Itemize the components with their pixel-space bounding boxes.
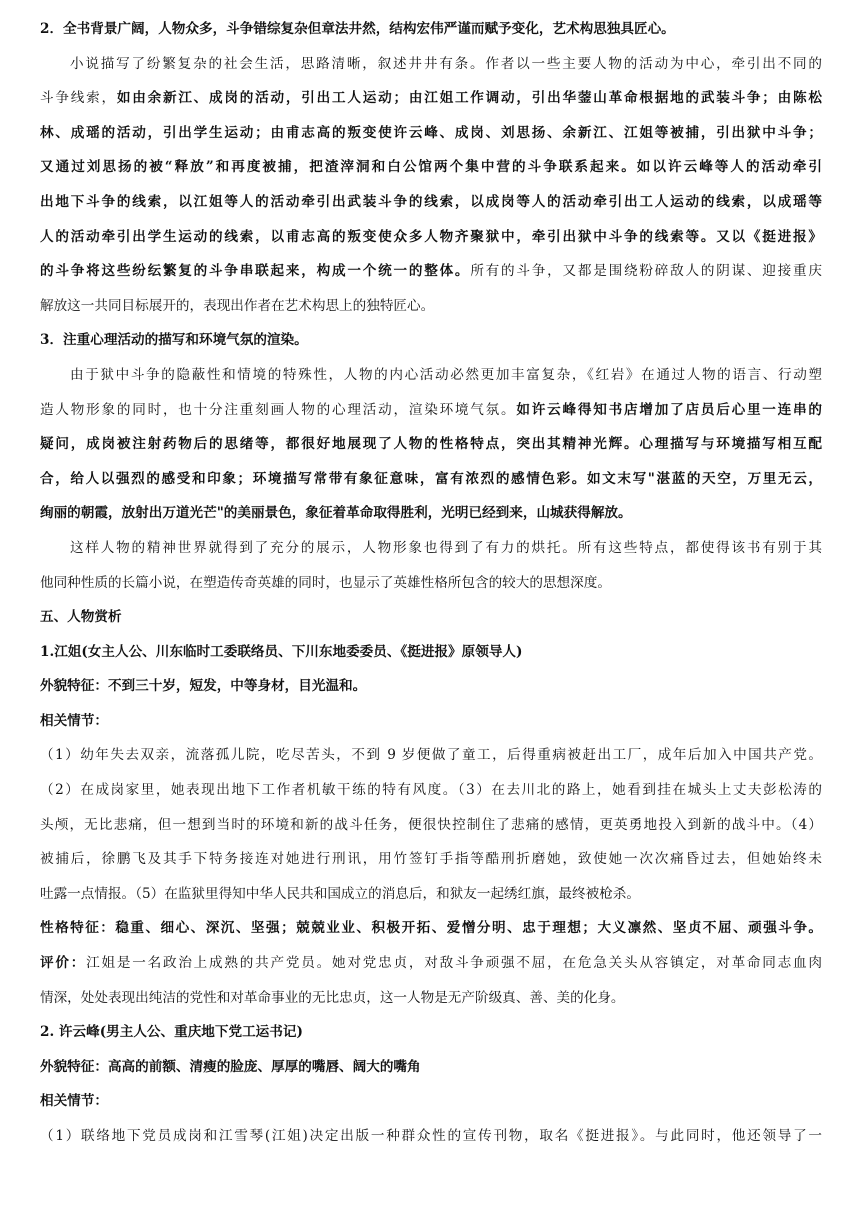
character-2-appearance: 外貌特征：高高的前额、清瘦的脸庞、厚厚的嘴唇、阔大的嘴角: [40, 1058, 421, 1075]
paragraph-line: 合，给人以强烈的感受和印象；环境描写常带有象征意味，富有浓烈的感情色彩。如文末写"湛蓝的天空，万里无云，: [40, 470, 822, 487]
text-run: 江姐是一名政治上成熟的共产党员。她对党忠贞，对敌斗争顽强不屈，在危急关头从容镇定，对革命同志血肉: [86, 955, 823, 972]
section-5-heading: 五、人物赏析: [40, 609, 122, 626]
paragraph-line: 由于狱中斗争的隐蔽性和情境的特殊性，人物的内心活动必然更加丰富复杂，《红岩》在通过人物的语言、行动塑: [70, 366, 822, 383]
paragraph-line: [40, 393, 822, 428]
paragraph-line: 又通过刘思扬的被“释放”和再度被捕，把渣滓洞和白公馆两个集中营的斗争联系起来。如以许云峰等人的活动牵引: [40, 159, 822, 176]
character-2-plot-label: 相关情节：: [40, 1093, 108, 1110]
plot-line: 吐露一点情报。（5）在监狱里得知中华人民共和国成立的消息后，和狱友一起绣红旗，最终被枪杀。: [40, 885, 640, 902]
plot-line: （1）幼年失去双亲，流落孤儿院，吃尽苦头，不到 9 岁便做了童工，后得重病被赶出工厂，成年后加入中国共产党。: [40, 747, 822, 764]
paragraph-line: 情深，处处表现出纯洁的党性和对革命事业的无比忠贞，这一人物是无产阶级真、善、美的化身。: [40, 989, 625, 1006]
character-1-evaluation: [40, 946, 822, 981]
text-run: 所有的斗争，又都是围绕粉碎敌人的阴谋、迎接重庆: [470, 263, 823, 280]
character-2-title: 2. 许云峰(男主人公、重庆地下党工运书记): [40, 1024, 303, 1041]
character-1-traits: 性格特征：稳重、细心、深沉、坚强；兢兢业业、积极开拓、爱憎分明、忠于理想；大义凛然、坚贞不屈、顽强斗争。: [40, 920, 822, 937]
paragraph-line: [40, 81, 822, 116]
evaluation-label: 评价：: [40, 955, 87, 972]
plot-line: （1）联络地下党员成岗和江雪琴(江姐)决定出版一种群众性的宣传刊物，取名《挺进报》。与此同时，他还领导了一: [40, 1128, 822, 1144]
bold-text-run: 疑问，成岗被注射药物后的思绪等，都很好地展现了人物的性格特点，突出其精神光辉。: [40, 436, 640, 453]
bold-text-run: 如由余新江、成岗的活动，引出工人运动；由江姐工作调动，引出华蓥山革命根据地的武装斗争；由陈松: [116, 90, 822, 107]
character-1-plot-label: 相关情节：: [40, 712, 108, 729]
paragraph-line: 出地下斗争的线索，以江姐等人的活动牵引出武装斗争的线索，以成岗等人的活动牵引出工人运动的线索，以成瑶等: [40, 193, 822, 210]
bold-text-run: 的斗争将这些纷纭繁复的斗争串联起来，构成一个统一的整体。: [40, 263, 471, 280]
paragraph-line: [40, 427, 822, 462]
plot-line: 被捕后，徐鹏飞及其手下特务接连对她进行刑讯，用竹签钉手指等酷刑折磨她，致使她一次次痛昏过去，但她始终未: [40, 851, 822, 868]
character-1-appearance: 外貌特征：不到三十岁，短发，中等身材，目光温和。: [40, 678, 367, 695]
paragraph-line: 人的活动牵引出学生运动的线索，以甫志高的叛变使众多人物齐聚狱中，牵引出狱中斗争的线索等。又以《挺进报》: [40, 228, 822, 245]
section-3-heading: 3．注重心理活动的描写和环境气氛的渲染。: [40, 332, 308, 349]
paragraph-line: 林、成瑶的活动，引出学生运动；由甫志高的叛变使许云峰、成岗、刘思扬、余新江、江姐等被捕，引出狱中斗争；: [40, 124, 822, 141]
paragraph-line: 他同种性质的长篇小说，在塑造传奇英雄的同时，也显示了英雄性格所包含的较大的思想深度。: [40, 574, 611, 591]
plot-line: （2）在成岗家里，她表现出地下工作者机敏干练的特有风度。（3）在去川北的路上，她看到挂在城头上丈夫彭松涛的: [40, 782, 822, 799]
bold-text-run: 心理描写与环境描写相互配: [639, 436, 823, 453]
paragraph-line: 解放这一共同目标展开的，表现出作者在艺术构思上的独特匠心。: [40, 297, 435, 314]
paragraph-line: 绚丽的朝霞，放射出万道光芒"的美丽景色，象征着革命取得胜利，光明已经到来，山城获得解放。: [40, 505, 632, 522]
text-run: 造人物形象的同时，也十分注重刻画人物的心理活动，渲染环境气氛。: [40, 401, 517, 418]
paragraph-line: 这样人物的精神世界就得到了充分的展示，人物形象也得到了有力的烘托。所有这些特点，都使得该书有别于其: [70, 539, 822, 556]
paragraph-line: 小说描写了纷繁复杂的社会生活，思路清晰，叙述井井有条。作者以一些主要人物的活动为中心，牵引出不同的: [70, 55, 822, 72]
character-1-title: 1.江姐(女主人公、川东临时工委联络员、下川东地委委员、《挺进报》原领导人): [40, 643, 523, 660]
text-run: 斗争线索，: [40, 90, 117, 107]
bold-text-run: 如许云峰得知书店增加了店员后心里一连串的: [516, 401, 823, 418]
paragraph-line: [40, 254, 822, 289]
plot-line: 头颅，无比悲痛，但一想到当时的环境和新的战斗任务，便很快控制住了悲痛的感情，更英勇地投入到新的战斗中。（4）: [40, 816, 822, 833]
section-2-heading: 2．全书背景广阔，人物众多，斗争错综复杂但章法井然，结构宏伟严谨而赋予变化，艺术构思独具匠心。: [40, 21, 675, 37]
